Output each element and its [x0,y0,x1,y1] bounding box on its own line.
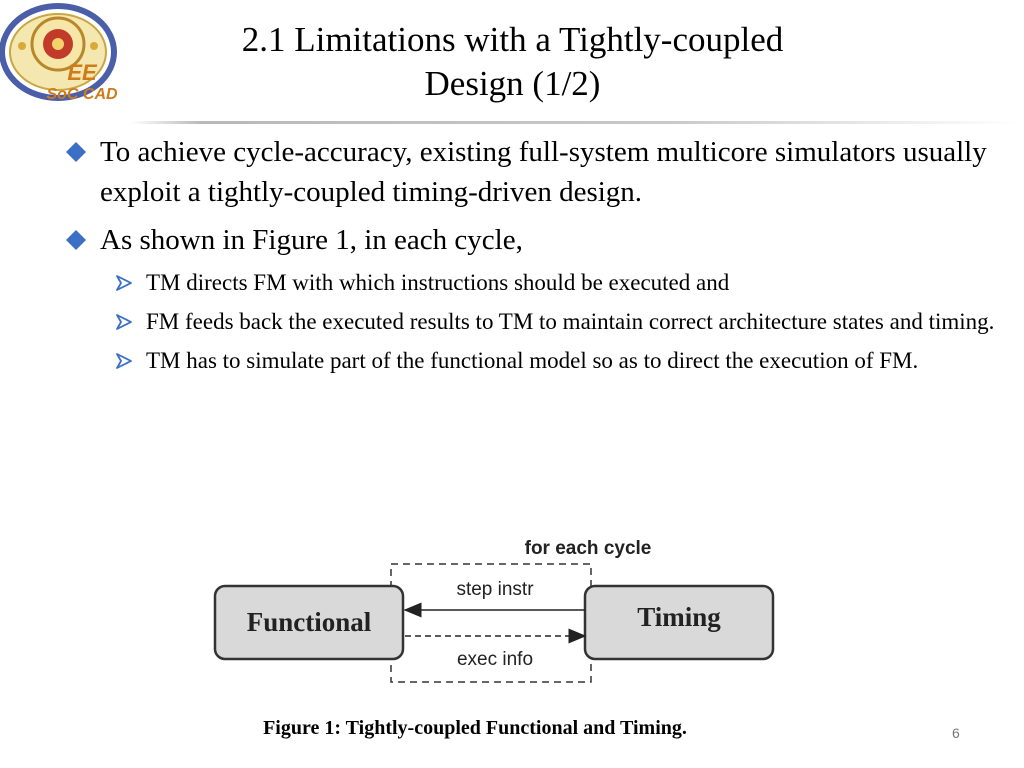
slide-title-line1: 2.1 Limitations with a Tightly-coupled [241,20,784,59]
slide-title-line2: Design (1/2) [424,64,601,103]
slide-content [60,128,1000,377]
title-divider [130,121,1020,124]
bullet-item [60,220,1000,260]
sub-bullet-text: FM feeds back the executed results to TM to maintain correct architecture states and timing. [146,309,995,334]
exec-info-label: exec info [456,649,534,670]
diamond-bullet-icon [66,142,86,162]
sub-bullet-text: TM directs FM with which instructions should be executed and [146,270,730,295]
slide-title [140,18,885,106]
arrow-bullet-icon [116,275,132,291]
soc-cad-logo [0,0,125,110]
arrow-bullet-icon [116,353,132,369]
bullet-text: To achieve cycle-accuracy, existing full-system multicore simulators usually exploit a tightly-coupled timing-driven design. [100,136,987,208]
figure-caption-text: Figure 1: Tightly-coupled Functional and Timing. [263,717,687,739]
tightly-coupled-diagram [200,530,800,690]
step-instr-label: step instr [456,579,534,600]
bullet-text: As shown in Figure 1, in each cycle, [100,224,523,256]
sub-bullet-item [60,305,1000,338]
timing-label: Timing [637,602,721,632]
figure-caption [0,717,1024,740]
sub-bullet-text: TM has to simulate part of the functional model so as to direct the execution of FM. [146,348,919,373]
logo-soc-text: SoC CAD [46,86,118,103]
arrow-bullet-icon [116,314,132,330]
cycle-label: for each cycle [524,538,652,559]
bullet-item [60,132,1000,212]
logo-ee-text: EE [67,60,97,85]
functional-label: Functional [246,607,372,637]
diamond-bullet-icon [66,230,86,250]
page-number: 6 [952,725,960,741]
sub-bullet-item [60,266,1000,299]
sub-bullet-item [60,344,1000,377]
